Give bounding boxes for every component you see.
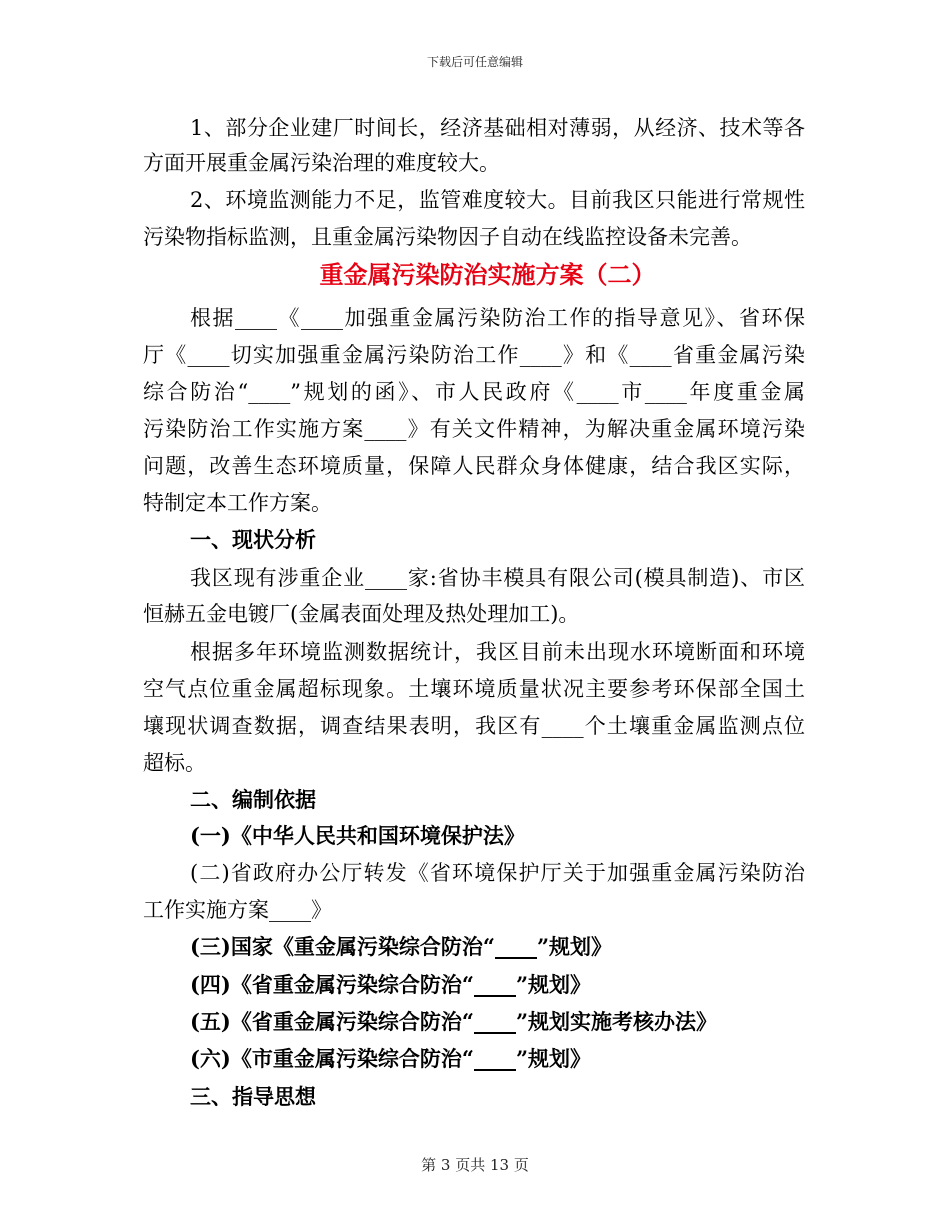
section-heading-2: 二、编制依据 — [190, 787, 316, 812]
paragraph-3-line-5: 问题，改善生态环境质量，保障人民群众身体健康，结合我区实际， — [143, 454, 805, 478]
section-heading-1: 一、现状分析 — [190, 527, 316, 552]
paragraph-5-line-4: 超标。 — [143, 751, 206, 775]
basis-item-4: (四)《省重金属污染综合防治“____”规划》 — [190, 972, 592, 997]
basis-item-2-line-2: 工作实施方案____》 — [143, 898, 332, 922]
paragraph-4-line-2: 恒赫五金电镀厂(金属表面处理及热处理加工)。 — [143, 602, 580, 626]
basis-item-2-line-1: (二)省政府办公厅转发《省环境保护厅关于加强重金属污染防治 — [190, 861, 805, 885]
section-heading-3: 三、指导思想 — [190, 1084, 316, 1109]
basis-item-5: (五)《省重金属污染综合防治“____”规划实施考核办法》 — [190, 1009, 718, 1034]
paragraph-5-line-1: 根据多年环境监测数据统计，我区目前未出现水环境断面和环境 — [190, 640, 805, 664]
paragraph-5-line-2: 空气点位重金属超标现象。土壤环境质量状况主要参考环保部全国土 — [143, 677, 805, 701]
paragraph-3-line-4: 污染防治工作实施方案____》有关文件精神，为解决重金属环境污染 — [143, 417, 805, 441]
page-header: 下载后可任意编辑 — [426, 55, 523, 69]
basis-item-6: (六)《市重金属污染综合防治“____”规划》 — [190, 1046, 592, 1071]
paragraph-2-line-2: 污染物指标监测，且重金属污染物因子自动在线监控设备未完善。 — [143, 225, 752, 249]
paragraph-3-line-3: 综合防治“____”规划的函》、市人民政府《____市____年度重金属 — [143, 380, 805, 404]
paragraph-2-line-1: 2、环境监测能力不足，监管难度较大。目前我区只能进行常规性 — [190, 188, 805, 212]
paragraph-3-line-2: 厅《____切实加强重金属污染防治工作____》和《____省重金属污染 — [143, 343, 805, 367]
paragraph-4-line-1: 我区现有涉重企业____家:省协丰模具有限公司(模具制造)、市区 — [190, 566, 805, 590]
paragraph-1-line-2: 方面开展重金属污染治理的难度较大。 — [143, 151, 500, 175]
basis-item-1: (一)《中华人民共和国环境保护法》 — [190, 823, 525, 848]
document-title: 重金属污染防治实施方案（二） — [319, 260, 656, 289]
paragraph-1-line-1: 1、部分企业建厂时间长，经济基础相对薄弱，从经济、技术等各 — [190, 116, 805, 140]
paragraph-3-line-1: 根据____《____加强重金属污染防治工作的指导意见》、省环保 — [190, 306, 805, 330]
paragraph-3-line-6: 特制定本工作方案。 — [143, 491, 332, 515]
basis-item-3: (三)国家《重金属污染综合防治“____”规划》 — [190, 934, 613, 959]
paragraph-5-line-3: 壤现状调查数据，调查结果表明，我区有____个土壤重金属监测点位 — [143, 714, 805, 738]
page-footer: 第 3 页共 13 页 — [421, 1156, 529, 1174]
